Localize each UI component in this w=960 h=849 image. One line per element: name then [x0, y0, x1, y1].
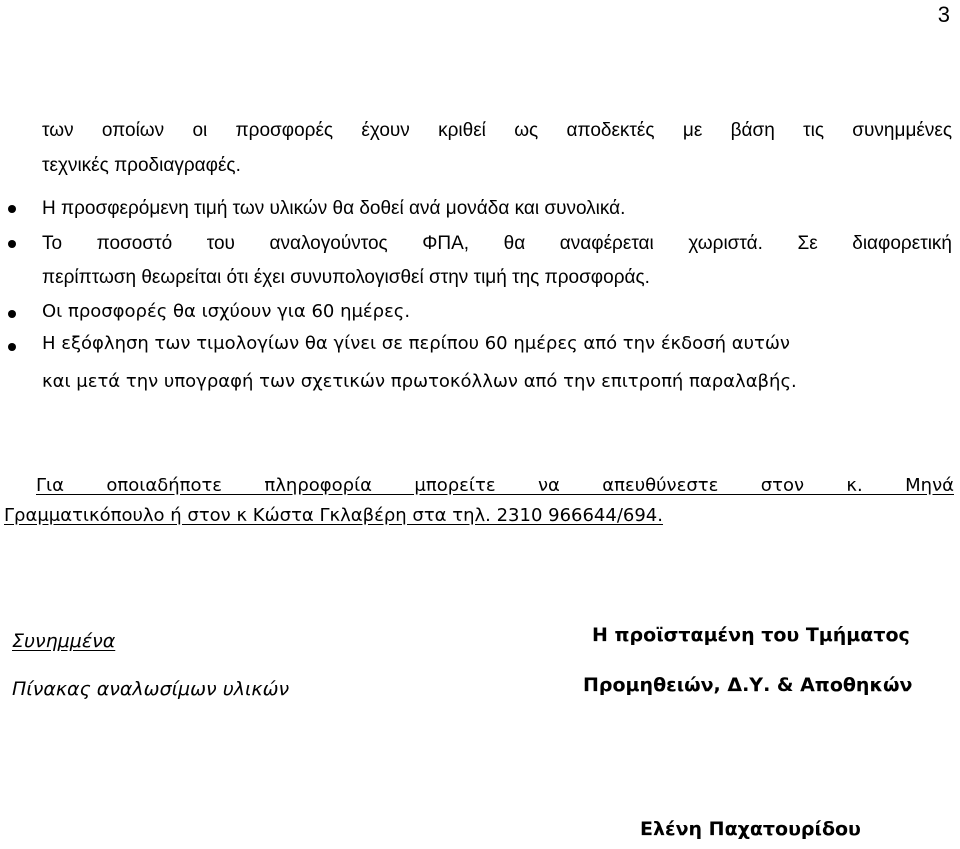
contact-line-1: Για οποιαδήποτε πληροφορία μπορείτε να απευθύνεστε στον κ. Μηνά — [36, 475, 954, 496]
attachment-item: Πίνακας αναλωσίμων υλικών — [12, 678, 290, 700]
list-item-text: Η εξόφληση των τιμολογίων θα γίνει σε περίπου 60 ημέρες από την έκδοσή αυτών — [42, 333, 790, 354]
page-number: 3 — [937, 2, 950, 27]
bullet-icon — [8, 240, 16, 248]
contact-line-2: Γραμματικόπουλο ή στον κ Κώστα Γκλαβέρη στα τηλ. 2310 966644/694. — [4, 505, 663, 526]
signature-title-line-1: Η προϊσταμένη του Τμήματος — [592, 624, 910, 646]
attachments-heading: Συνημμένα — [12, 630, 116, 652]
paragraph-line-2: τεχνικές προδιαγραφές. — [42, 155, 241, 176]
bullet-icon — [8, 310, 16, 318]
list-item-text: Οι προσφορές θα ισχύουν για 60 ημέρες. — [42, 301, 411, 322]
bullet-icon — [8, 205, 16, 213]
list-item-text-continued: περίπτωση θεωρείται ότι έχει συνυπολογισθεί στην τιμή της προσφοράς. — [42, 267, 650, 288]
list-item-text: Η προσφερόμενη τιμή των υλικών θα δοθεί ανά μονάδα και συνολικά. — [42, 198, 626, 219]
paragraph-line-1: των οποίων οι προσφορές έχουν κριθεί ως αποδεκτές με βάση τις συνημμένες — [42, 120, 952, 141]
signature-name: Ελένη Παχατουρίδου — [640, 818, 861, 840]
list-item-text: Το ποσοστό του αναλογούντος ΦΠΑ, θα αναφέρεται χωριστά. Σε διαφορετική — [42, 233, 952, 254]
bullet-icon — [8, 343, 16, 351]
signature-title-line-2: Προμηθειών, Δ.Υ. & Αποθηκών — [583, 674, 913, 696]
list-item-text-continued: και μετά την υπογραφή των σχετικών πρωτοκόλλων από την επιτροπή παραλαβής. — [42, 371, 797, 392]
